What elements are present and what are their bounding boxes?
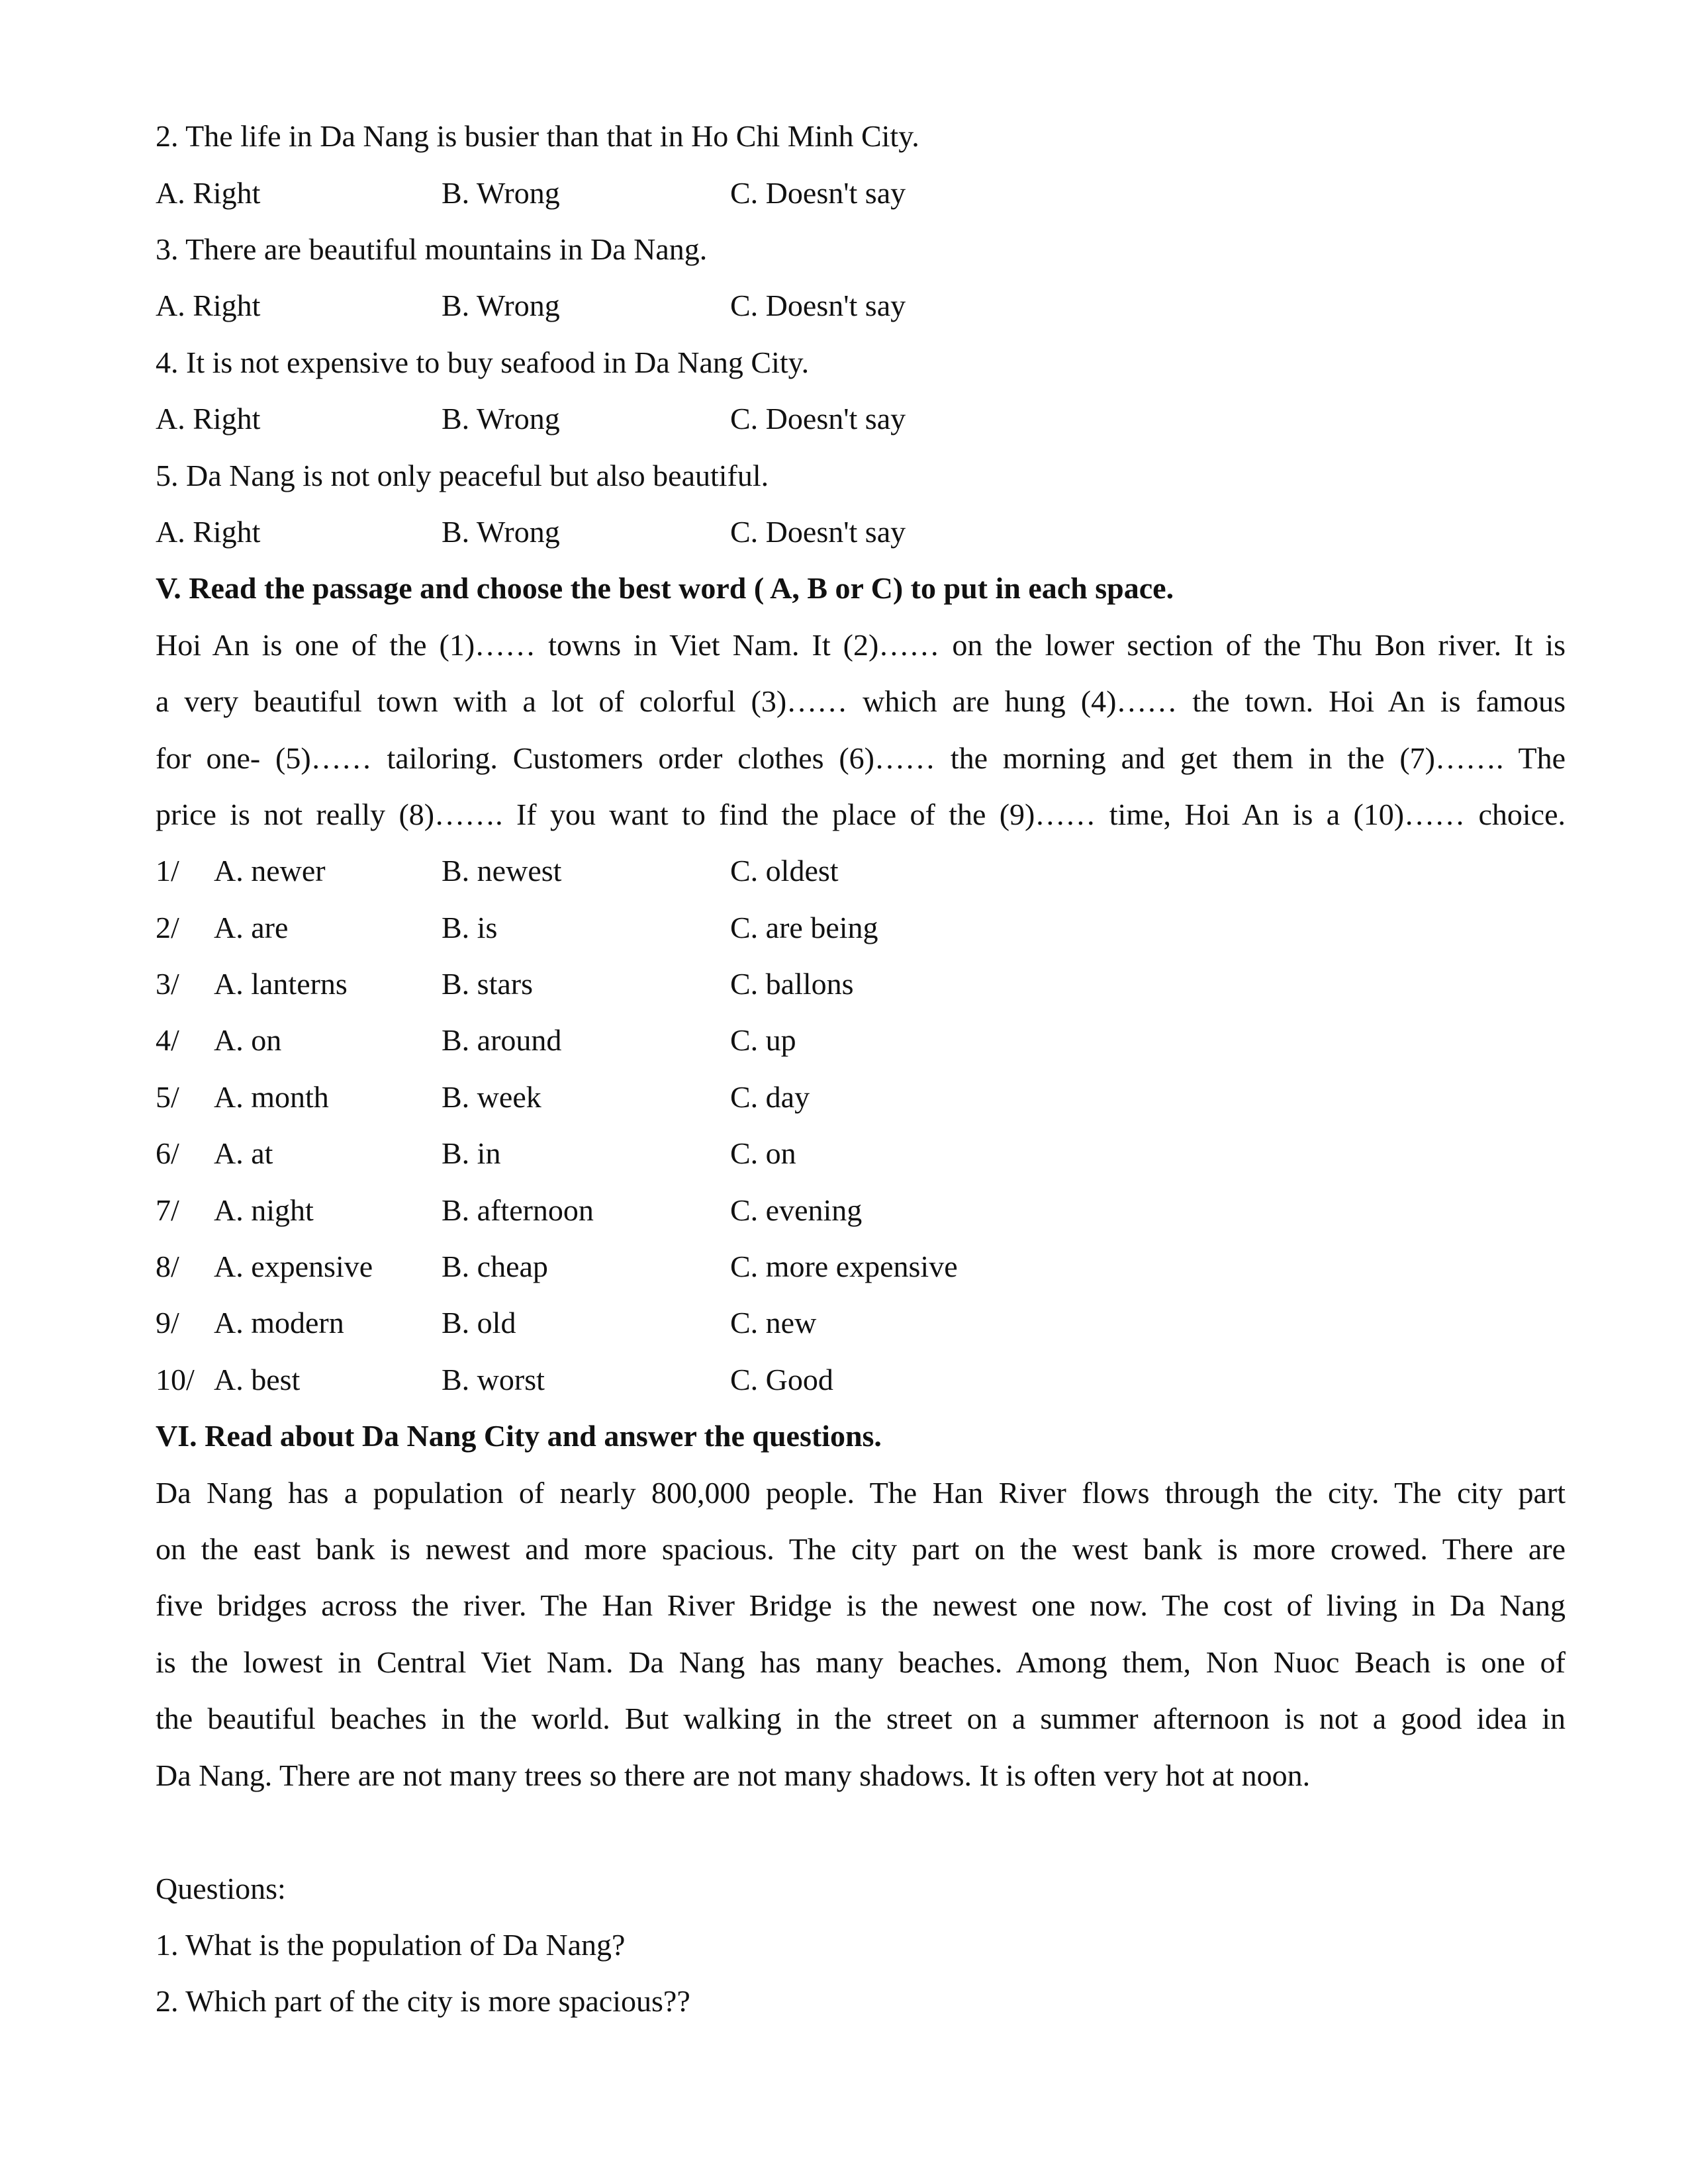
option-b: B. stars [442,967,533,1001]
option-b: B. old [442,1306,516,1340]
option-c: C. Good [730,1363,833,1396]
option-number: 7/ [156,1193,179,1227]
option-b: B. in [442,1136,501,1170]
option-c: C. oldest [730,854,839,887]
question-3 [156,230,1566,269]
option-b: B. worst [442,1363,545,1396]
passage-line: five bridges across the river. The Han River Bridge is the newest one now. The cost of living in Da Nang [156,1588,1566,1622]
option-b: B. is [442,911,498,944]
option-number: 6/ [156,1136,179,1170]
option-a: A. are [214,911,289,944]
passage-line: a very beautiful town with a lot of colorful (3)…… which are hung (4)…… the town. Hoi An is famous [156,684,1566,718]
option-c: C. Doesn't say [730,176,906,210]
option-a: A. Right [156,402,261,435]
option-b: B. cheap [442,1250,548,1283]
passage-line: the beautiful beaches in the world. But walking in the street on a summer afternoon is not a good idea in [156,1702,1566,1735]
question-4 [156,343,1566,383]
option-a: A. modern [214,1306,344,1340]
option-c: C. more expensive [730,1250,958,1283]
option-c: C. are being [730,911,878,944]
option-b: B. Wrong [442,402,560,435]
option-number: 4/ [156,1023,179,1057]
option-a: A. on [214,1023,282,1057]
option-c: C. up [730,1023,796,1057]
option-c: C. Doesn't say [730,515,906,549]
option-c: C. Doesn't say [730,402,906,435]
option-b: B. Wrong [442,176,560,210]
option-number: 10/ [156,1363,195,1396]
option-c: C. evening [730,1193,863,1227]
option-number: 3/ [156,967,179,1001]
option-number: 9/ [156,1306,179,1340]
passage-line: price is not really (8)……. If you want to find the place of the (9)…… time, Hoi An is a (10)…… choice. [156,797,1566,831]
option-b: B. around [442,1023,562,1057]
option-b: B. newest [442,854,562,887]
option-b: B. Wrong [442,289,560,322]
option-a: A. best [214,1363,301,1396]
option-c: C. new [730,1306,817,1340]
option-a: A. expensive [214,1250,373,1283]
option-number: 5/ [156,1080,179,1114]
section-v-heading: V. Read the passage and choose the best word ( A, B or C) to put in each space. [156,571,1174,605]
option-a: A. night [214,1193,314,1227]
question-text: 5. Da Nang is not only peaceful but also beautiful. [156,459,769,492]
passage-line: on the east bank is newest and more spacious. The city part on the west bank is more crowed. There are [156,1532,1566,1566]
option-c: C. day [730,1080,810,1114]
passage-line: Da Nang has a population of nearly 800,000 people. The Han River flows through the city. The city part [156,1476,1566,1510]
question-5 [156,456,1566,496]
option-number: 8/ [156,1250,179,1283]
option-c: C. ballons [730,967,854,1001]
option-b: B. week [442,1080,541,1114]
option-a: A. at [214,1136,273,1170]
question-text: 4. It is not expensive to buy seafood in Da Nang City. [156,345,810,379]
option-c: C. on [730,1136,796,1170]
question-text: 3. There are beautiful mountains in Da Nang. [156,232,708,266]
section-vi-heading: VI. Read about Da Nang City and answer the questions. [156,1419,882,1453]
question-item: 2. Which part of the city is more spacious?? [156,1984,690,2018]
passage-line: is the lowest in Central Viet Nam. Da Nang has many beaches. Among them, Non Nuoc Beach is one of [156,1645,1566,1679]
passage-line: Da Nang. There are not many trees so there are not many shadows. It is often very hot at noon. [156,1758,1311,1792]
question-text: 2. The life in Da Nang is busier than that in Ho Chi Minh City. [156,119,919,153]
questions-label: Questions: [156,1872,286,1905]
passage-line: Hoi An is one of the (1)…… towns in Viet Nam. It (2)…… on the lower section of the Thu Bon river. It is [156,628,1566,662]
question-item: 1. What is the population of Da Nang? [156,1928,626,1962]
question-2 [156,116,1566,156]
passage-line: for one- (5)…… tailoring. Customers order clothes (6)…… the morning and get them in the (7)……. The [156,741,1566,775]
option-b: B. afternoon [442,1193,594,1227]
option-b: B. Wrong [442,515,560,549]
option-a: A. lanterns [214,967,348,1001]
option-c: C. Doesn't say [730,289,906,322]
option-a: A. newer [214,854,326,887]
option-a: A. Right [156,289,261,322]
option-a: A. Right [156,515,261,549]
option-a: A. month [214,1080,329,1114]
option-a: A. Right [156,176,261,210]
option-number: 1/ [156,854,179,887]
option-number: 2/ [156,911,179,944]
